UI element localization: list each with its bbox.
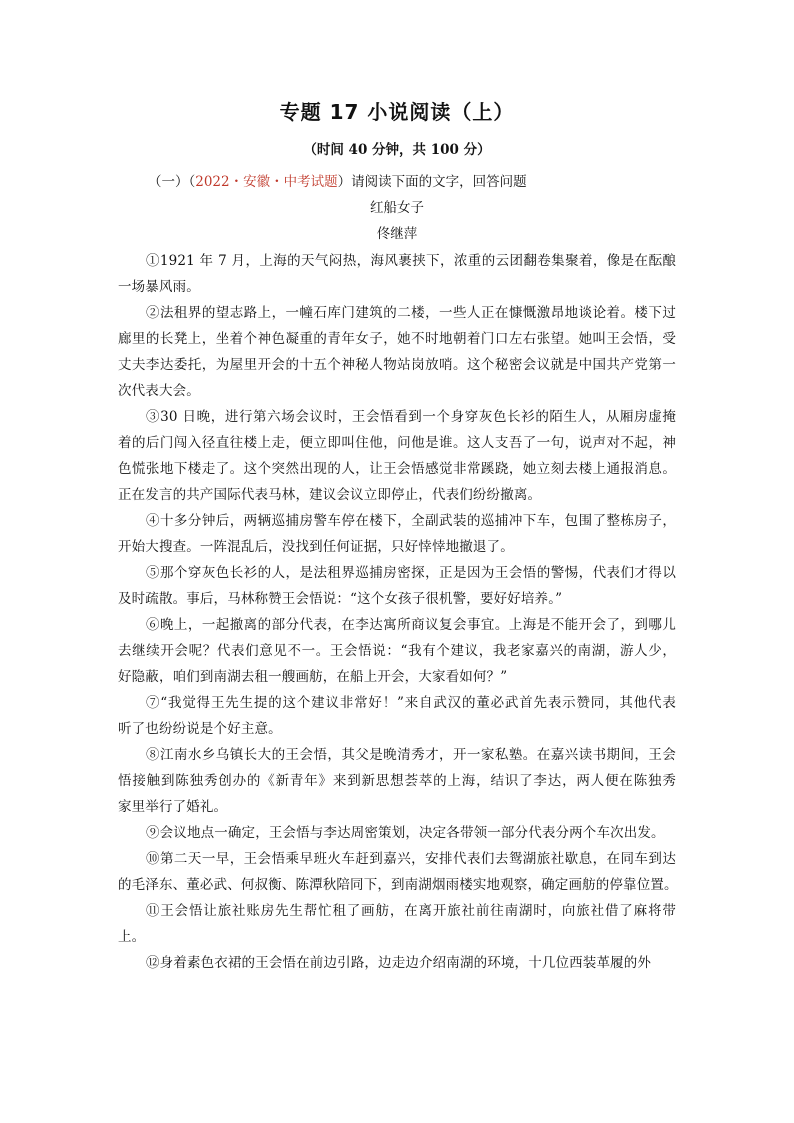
paragraph-line: 好隐蔽，咱们到南湖去租一艘画舫，在船上开会，大家看如何？” [118,669,508,685]
paragraph-line: ⑨会议地点一确定，王会悟与李达周密策划，决定各带领一部分代表分两个车次出发。 [146,825,665,841]
paragraph-line: 正在发言的共产国际代表马林，建议会议立即停止，代表们纷纷撤离。 [118,487,542,503]
page-subtitle: （时间 40 分钟，共 100 分） [303,142,491,158]
paragraph-line: 及时疏散。事后，马林称赞王会悟说：“这个女孩子很机警，要好好培养。” [118,591,563,607]
paragraph-line: ①1921 年 7 月，上海的天气闷热，海风裹挟下，浓重的云团翻卷集聚着，像是在酝酿 [146,253,676,269]
story-paragraph [118,742,676,820]
paragraph-line: 听了也纷纷说是个好主意。 [118,721,282,737]
paragraph-line: 一场暴风雨。 [118,279,200,295]
paragraph-line: 上。 [118,929,146,945]
paragraph-line: 色慌张地下楼走了。这个突然出现的人，让王会悟感觉非常蹊跷，她立刻去楼上通报消息。 [118,461,676,477]
paragraph-line: ③30 日晚，进行第六场会议时，王会悟看到一个身穿灰色长衫的陌生人，从厢房虚掩 [146,409,676,425]
story-paragraph [118,846,676,898]
story-paragraph [118,950,676,976]
paragraph-line: ⑧江南水乡乌镇长大的王会悟，其父是晚清秀才，开一家私塾。在嘉兴读书期间，王会 [146,747,676,763]
story-paragraph [118,404,676,508]
story-paragraph [118,300,676,404]
story-paragraph [118,820,676,846]
story-paragraph [118,898,676,950]
paragraph-line: 廊里的长凳上，坐着个神色凝重的青年女子，她不时地朝着门口左右张望。她叫王会悟，受 [118,331,676,347]
paragraph-line: ⑩第二天一早，王会悟乘早班火车赶到嘉兴，安排代表们去鸳湖旅社歇息，在同车到达 [146,851,676,867]
paragraph-line: 着的后门闯入径直往楼上走，便立即叫住他，问他是谁。这人支吾了一句，说声对不起，神 [118,435,676,451]
paragraph-line: 的毛泽东、董必武、何叔衡、陈潭秋陪同下，到南湖烟雨楼实地观察，确定画舫的停靠位置。 [118,877,678,893]
story-paragraph [118,248,676,300]
paragraph-line: ⑫身着素色衣裙的王会悟在前边引路，边走边介绍南湖的环境，十几位西装革履的外 [146,955,652,971]
story-paragraph [118,690,676,742]
story-author: 佟继萍 [376,226,418,242]
intro-suffix: ）请阅读下面的文字，回答问题 [337,174,527,190]
story-paragraph [118,508,676,560]
story-paragraph [118,612,676,690]
intro-prefix: （一）（ [148,174,196,190]
paragraph-line: ②法租界的望志路上，一幢石库门建筑的二楼，一些人正在慷慨激昂地谈论着。楼下过 [146,305,676,321]
story-paragraph [118,560,676,612]
story-body [118,248,676,976]
paragraph-line: 开始大搜查。一阵混乱后，没找到任何证据，只好悻悻地撤退了。 [118,539,514,555]
paragraph-line: ⑦“我觉得王先生提的这个建议非常好！”来自武汉的董必武首先表示赞同，其他代表 [146,695,676,711]
story-title: 红船女子 [370,200,424,216]
section-intro [148,170,527,190]
paragraph-line: ⑤那个穿灰色长衫的人，是法租界巡捕房密探，正是因为王会悟的警惕，代表们才得以 [146,565,676,581]
paragraph-line: ⑥晚上，一起撤离的部分代表，在李达寓所商议复会事宜。上海是不能开会了，到哪儿 [146,617,676,633]
paragraph-line: ④十多分钟后，两辆巡捕房警车停在楼下，全副武装的巡捕冲下车，包围了整栋房子， [146,513,676,529]
paragraph-line: 去继续开会呢？代表们意见不一。王会悟说：“我有个建议，我老家嘉兴的南湖，游人少， [118,643,676,659]
page-title: 专题 17 小说阅读（上） [279,100,515,124]
paragraph-line: 次代表大会。 [118,383,200,399]
paragraph-line: ⑪王会悟让旅社账房先生帮忙租了画舫，在离开旅社前往南湖时，向旅社借了麻将带 [146,903,676,919]
paragraph-line: 家里举行了婚礼。 [118,799,228,815]
paragraph-line: 悟接触到陈独秀创办的《新青年》来到新思想荟萃的上海，结识了李达，两人便在陈独秀 [118,773,676,789]
intro-source: 2022・安徽・中考试题 [195,174,338,190]
paragraph-line: 丈夫李达委托，为屋里开会的十五个神秘人物站岗放哨。这个秘密会议就是中国共产党第一 [118,357,676,373]
